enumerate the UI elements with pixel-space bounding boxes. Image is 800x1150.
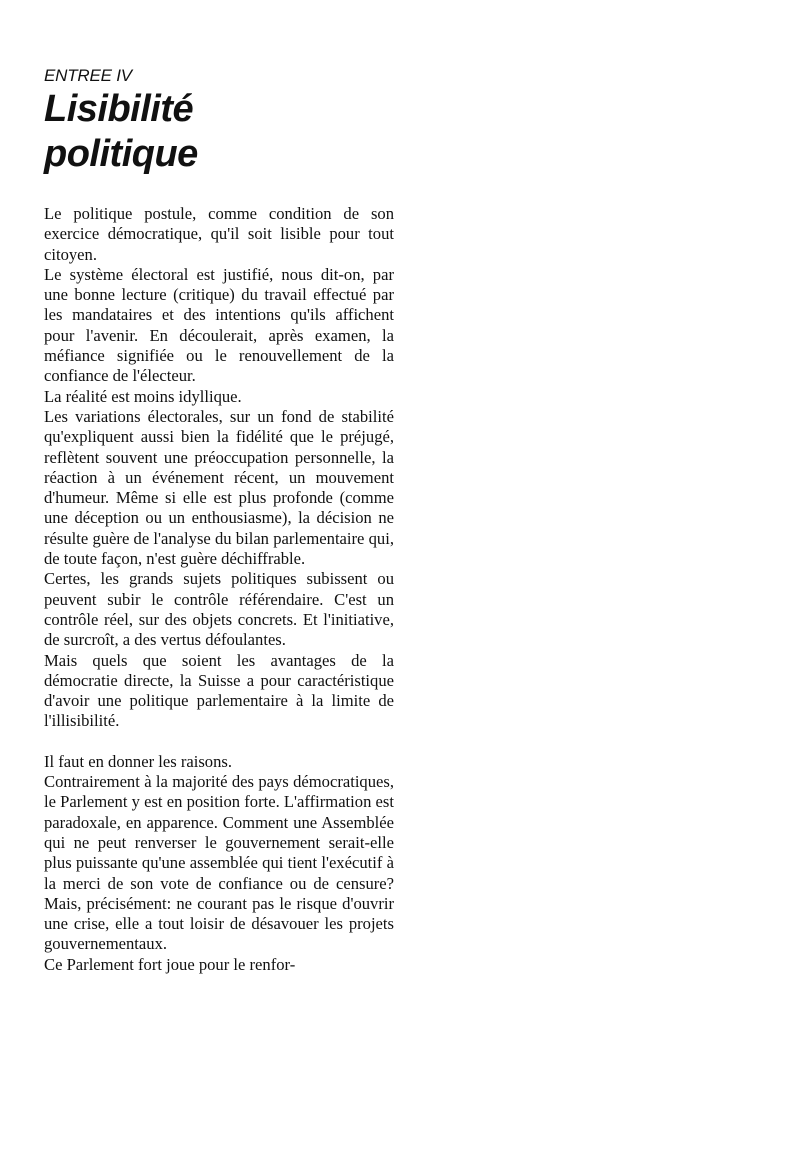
paragraph: Le système électoral est justifié, nous dit-on, par une bonne lecture (critique) du travail effectué par les mandataires et des intentions qu'ils affichent pour l'avenir. En découlerait, après examen, la méfiance signifiée ou le renouvellement de la confiance de l'électeur.: [44, 264, 394, 386]
article-title: [44, 87, 394, 177]
article-body: [44, 204, 394, 975]
section-kicker: ENTREE IV: [44, 66, 132, 85]
paragraph: Contrairement à la majorité des pays démocratiques, le Parlement y est en position forte. L'affirmation est paradoxale, en apparence. Comment une Assemblée qui ne peut renverser le gouvernement serait-elle plus puissante qu'une assemblée qui tient l'exécutif à la merci de son vote de confiance ou de censure? Mais, précisément: ne courant pas le risque d'ouvrir une crise, elle a tout loisir de désavouer les projets gouvernementaux.: [44, 772, 394, 954]
paragraph: Il faut en donner les raisons.: [44, 751, 233, 771]
title-line-2: politique: [44, 133, 198, 175]
paragraph: Certes, les grands sujets politiques subissent ou peuvent subir le contrôle référendaire. C'est un contrôle réel, sur des objets concrets. Et l'initiative, de surcroît, a des vertus défoulantes.: [44, 569, 394, 650]
paragraph: Mais quels que soient les avantages de la démocratie directe, la Suisse a pour caractéristique d'avoir une politique parlementaire à la limite de l'illisibilité.: [44, 650, 394, 731]
article: [44, 66, 394, 975]
paragraph: Le politique postule, comme condition de son exercice démocratique, qu'il soit lisible pour tout citoyen.: [44, 204, 394, 264]
paragraph: Ce Parlement fort joue pour le renfor-: [44, 954, 296, 974]
paragraph: Les variations électorales, sur un fond de stabilité qu'expliquent aussi bien la fidélité que le préjugé, reflètent souvent une préoccupation personnelle, la réaction à un événement récent, un mouvement d'humeur. Même si elle est plus profonde (comme une déception ou un enthousiasme), la décision ne résulte guère de l'analyse du bilan parlementaire qui, de toute façon, n'est guère déchiffrable.: [44, 406, 394, 569]
title-line-1: Lisibilité: [44, 88, 194, 130]
paragraph: La réalité est moins idyllique.: [44, 386, 242, 406]
